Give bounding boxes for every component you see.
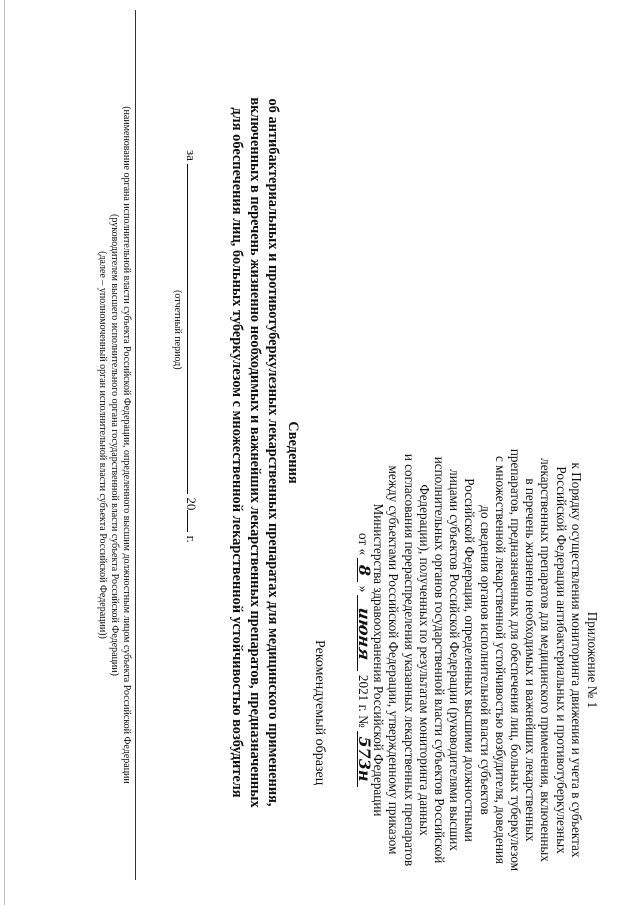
handwritten-month: июня	[357, 595, 371, 673]
appendix-line: лицами субъектов Российской Федерации (руководителями высших	[447, 469, 463, 851]
footer-line: (далее – уполномоченный орган исполнительной власти субъекта Российской Федерации))	[97, 251, 108, 639]
appendix-line: Российской Федерации антибактериальных и противотуберкулезных	[553, 466, 569, 854]
footer-line: (наименование органа исполнительной власти субъекта Российской Федерации, определенного высшим должностным лицом субъекта Российской Федерации	[121, 106, 132, 784]
appendix-line: с множественной лекарственной устойчивостью возбудителя, доведения	[492, 455, 508, 864]
authority-name-caption	[96, 10, 136, 880]
appendix-line: до сведения органов исполнительной власти субъектов	[477, 505, 493, 815]
period-prefix: за	[184, 150, 199, 161]
appendix-line: лекарственных препаратов для медицинского применения, включенных	[538, 458, 554, 862]
document-heading	[228, 30, 302, 875]
period-blank	[187, 164, 188, 494]
period-suffix: г.	[184, 535, 199, 543]
heading-line: включенных в перечень жизненно необходимых и важнейших лекарственных препаратов, предназначенных	[247, 97, 263, 808]
recommended-sample-label: Рекомендуемый образец	[312, 640, 327, 786]
appendix-line: в перечень жизненно необходимых и важнейших лекарственных	[523, 478, 539, 842]
order-date-number-line	[354, 420, 374, 900]
footer-line: (руководителем высшего исполнительного органа государственной власти субъекта Российской Федерации)	[109, 214, 120, 676]
appendix-line: препаратов, предназначенных для обеспечения лиц, больных туберкулезом	[507, 448, 523, 872]
appendix-block	[356, 420, 600, 900]
handwritten-day: 8	[357, 558, 371, 582]
period-caption: (отчетный период)	[172, 290, 183, 370]
appendix-line: и согласования перераспределения указанных лекарственных препаратов	[401, 453, 417, 867]
heading-line: для обеспечения лиц, больных туберкулезом с множественной лекарственной устойчивостью возбудителя	[229, 107, 245, 798]
reporting-period-row	[183, 150, 199, 750]
appendix-title: Приложение № 1	[585, 611, 600, 709]
appendix-line: Федерации), полученных по результатам мониторинга данных	[416, 484, 432, 836]
order-year-text: 2021 г. №	[355, 674, 371, 728]
appendix-line: Российской Федерации, определенных высшими должностными	[462, 478, 478, 842]
order-quote-close: »	[355, 585, 371, 593]
heading-title: Сведения	[285, 421, 301, 484]
handwritten-order-number: 573н	[357, 731, 371, 787]
appendix-line: исполнительных органов государственной власти субъектов Российской	[431, 456, 447, 864]
appendix-line: Министерства здравоохранения Российской Федерации	[371, 503, 387, 817]
appendix-line: между субъектами Российской Федерации, утвержденному приказом	[386, 465, 402, 855]
order-prefix: от «	[355, 533, 371, 556]
year-blank	[187, 510, 188, 532]
heading-line: об антибактериальных и противотуберкулезных лекарственных препаратах для медицинского применения,	[265, 98, 281, 807]
appendix-line: к Порядку осуществления мониторинга движения и учета в субъектах	[568, 462, 584, 858]
scan-edge-line	[4, 0, 5, 905]
period-century: 20	[184, 497, 199, 511]
